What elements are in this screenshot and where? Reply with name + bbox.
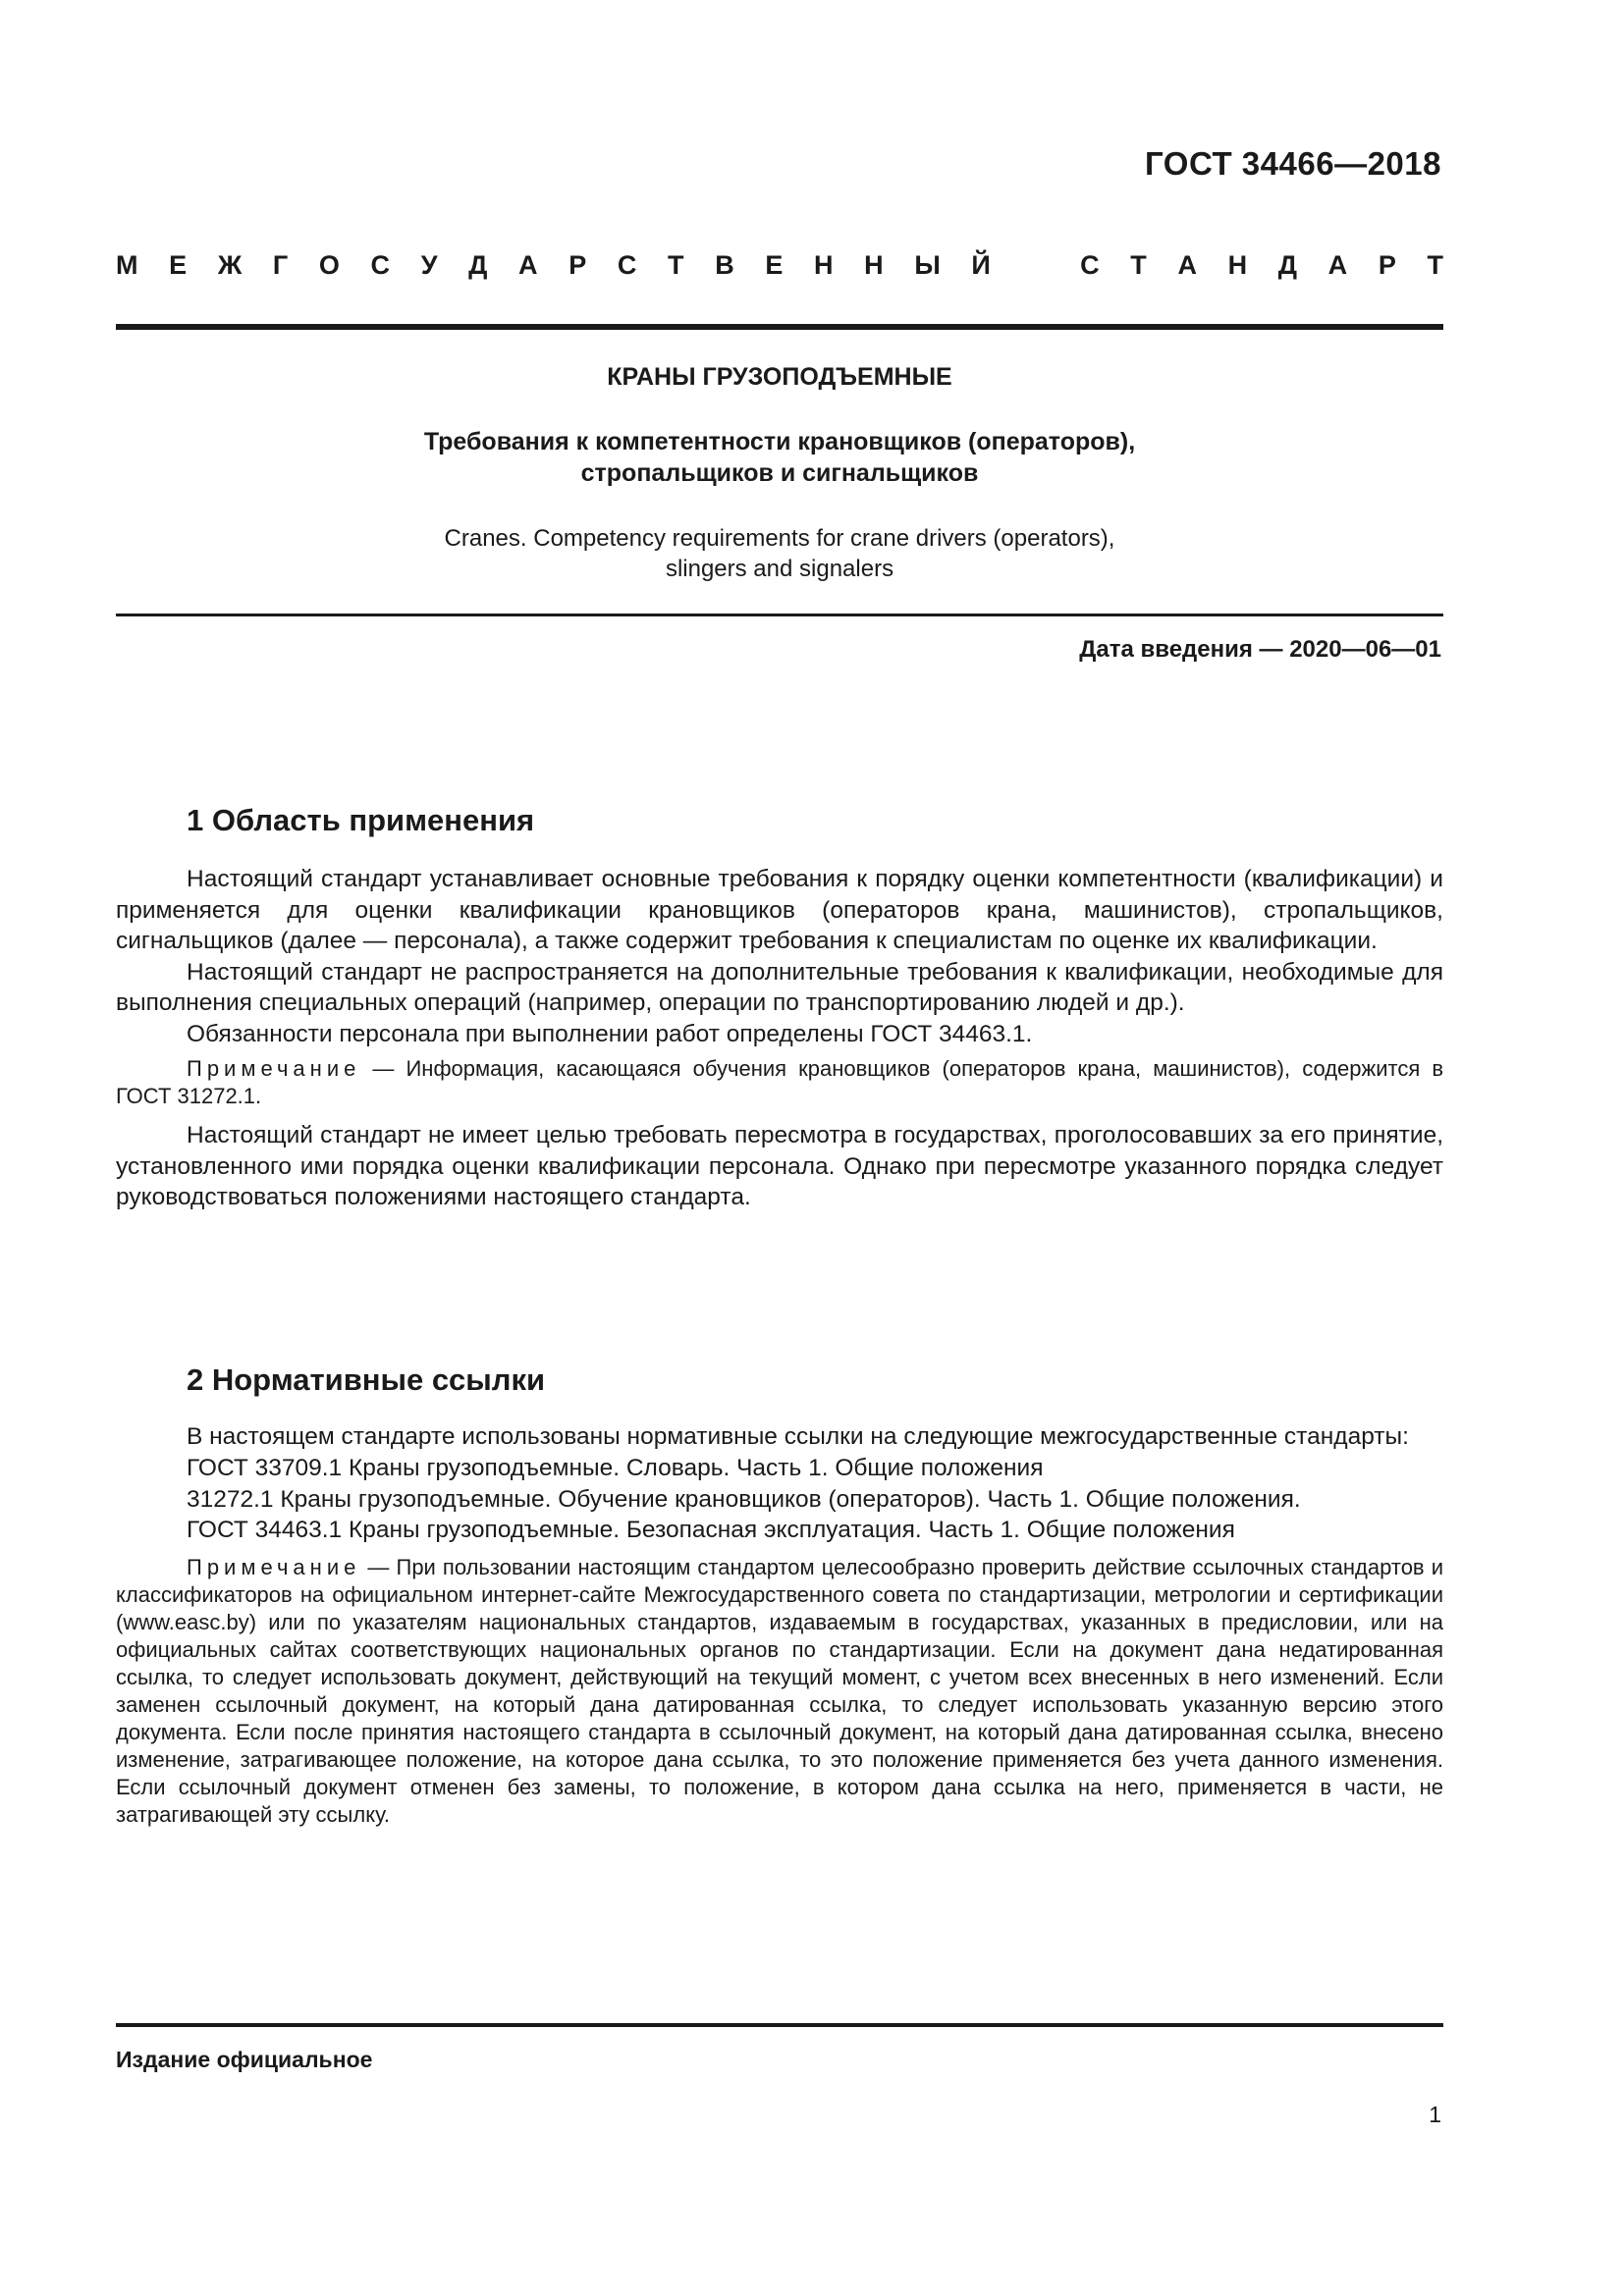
introduction-date: Дата введения — 2020—06—01 bbox=[1079, 636, 1441, 663]
note bbox=[116, 1055, 1443, 1110]
interstate-standard-heading bbox=[116, 250, 1443, 281]
english-title bbox=[116, 523, 1443, 584]
heading-letter: О bbox=[318, 250, 340, 280]
page-number: 1 bbox=[1429, 2102, 1441, 2127]
heading-letter: Е bbox=[765, 250, 784, 280]
heading-letter: В bbox=[715, 250, 734, 280]
reference-item: ГОСТ 34463.1 Краны грузоподъемные. Безопасная эксплуатация. Часть 1. Общие положения bbox=[187, 1517, 1235, 1543]
heading-letter: Т bbox=[668, 250, 684, 280]
footer-divider bbox=[116, 2023, 1443, 2027]
reference-item: 31272.1 Краны грузоподъемные. Обучение крановщиков (операторов). Часть 1. Общие положения. bbox=[187, 1485, 1301, 1513]
paragraph: Настоящий стандарт не имеет целью требовать пересмотра в государствах, проголосовавших за его принятие, установленного ими порядка оценки квалификации персонала. Однако при пересмотре указанного порядка следует руководствоваться положениями настоящего стандарта. bbox=[116, 1122, 1443, 1210]
heading-letter: Т bbox=[1427, 250, 1443, 280]
heading-letter: Д bbox=[468, 250, 488, 280]
heading-letter: Д bbox=[1277, 250, 1298, 280]
heading-letter: Ы bbox=[914, 250, 941, 280]
paragraph: Обязанности персонала при выполнении работ определены ГОСТ 34463.1. bbox=[187, 1020, 1033, 1047]
section-scope bbox=[116, 803, 1443, 1213]
document-title: КРАНЫ ГРУЗОПОДЪЕМНЫЕ bbox=[607, 363, 952, 391]
paragraph: В настоящем стандарте использованы нормативные ссылки на следующие межгосударственные стандарты: bbox=[187, 1423, 1409, 1450]
english-title-line: slingers and signalers bbox=[665, 556, 894, 583]
paragraph: Настоящий стандарт устанавливает основные требования к порядку оценки компетентности (квалификации) и применяется для оценки квалификации крановщиков (операторов крана, машинистов), стропальщиков, сигнальщиков (далее — персонала), а также содержит требования к специалистам по оценке их квалификации. bbox=[116, 866, 1443, 954]
heading-letter: А bbox=[1177, 250, 1197, 280]
heading-letter: С bbox=[370, 250, 391, 280]
note-text: — Информация, касающаяся обучения крановщиков (операторов крана, машинистов), содержится в ГОСТ 31272.1. bbox=[116, 1056, 1443, 1108]
note bbox=[116, 1554, 1443, 1829]
section-heading: 1 Область применения bbox=[187, 803, 535, 837]
heading-letter: С bbox=[617, 250, 637, 280]
note-label: Примечание bbox=[187, 1056, 361, 1081]
heading-letter: С bbox=[1080, 250, 1100, 280]
reference-item: ГОСТ 33709.1 Краны грузоподъемные. Словарь. Часть 1. Общие положения bbox=[187, 1454, 1044, 1481]
subtitle-line: Требования к компетентности крановщиков (операторов), bbox=[423, 428, 1136, 455]
official-edition-label: Издание официальное bbox=[116, 2047, 373, 2072]
heading-letter: У bbox=[420, 250, 438, 280]
heading-letter: Й bbox=[971, 250, 991, 280]
heading-letter: Р bbox=[568, 250, 587, 280]
word-gap bbox=[1021, 250, 1049, 281]
heading-letter: А bbox=[518, 250, 538, 280]
gost-number: ГОСТ 34466—2018 bbox=[1145, 145, 1441, 182]
heading-letter: Г bbox=[272, 250, 289, 280]
english-title-line: Cranes. Competency requirements for crane drivers (operators), bbox=[444, 525, 1115, 552]
section-normative-references bbox=[116, 1362, 1443, 1829]
heading-letter: Е bbox=[169, 250, 188, 280]
subtitle-line: стропальщиков и сигнальщиков bbox=[580, 459, 979, 487]
heading-letter: А bbox=[1327, 250, 1348, 280]
title-divider bbox=[116, 614, 1443, 616]
heading-letter: Т bbox=[1130, 250, 1147, 280]
paragraph: Настоящий стандарт не распространяется на дополнительные требования к квалификации, необходимые для выполнения специальных операций (например, операции по транспортированию людей и др.). bbox=[116, 958, 1443, 1016]
document-subtitle bbox=[116, 426, 1443, 489]
heading-letter: М bbox=[116, 250, 138, 280]
heading-letter: Н bbox=[1227, 250, 1248, 280]
section-heading: 2 Нормативные ссылки bbox=[187, 1362, 546, 1397]
top-divider bbox=[116, 324, 1443, 330]
heading-letter: Н bbox=[864, 250, 884, 280]
heading-letter: Ж bbox=[217, 250, 243, 280]
heading-letter: Н bbox=[814, 250, 834, 280]
heading-letter: Р bbox=[1378, 250, 1396, 280]
note-text: — При пользовании настоящим стандартом целесообразно проверить действие ссылочных стандартов и классификаторов на официальном интернет-сайте Межгосударственного совета по стандартизации, метрологии и сертификации (www.easc.by) или по указателям национальных стандартов, издаваемым в государствах, указанных в предисловии, или на официальных сайтах соответствующих национальных органов по стандартизации. Если на документ дана недатированная ссылка, то следует использовать документ, действующий на текущий момент, с учетом всех внесенных в него изменений. Если заменен ссылочный документ, на который дана датированная ссылка, то следует использовать указанную версию этого документа. Если после принятия настоящего стандарта в ссылочный документ, на который дана датированная ссылка, внесено изменение, затрагивающее положение, на которое дана ссылка, то это положение применяется без учета данного изменения. Если ссылочный документ отменен без замены, то положение, в котором дана ссылка на него, применяется в части, не затрагивающей эту ссылку. bbox=[116, 1555, 1443, 1827]
note-label: Примечание bbox=[187, 1555, 361, 1579]
